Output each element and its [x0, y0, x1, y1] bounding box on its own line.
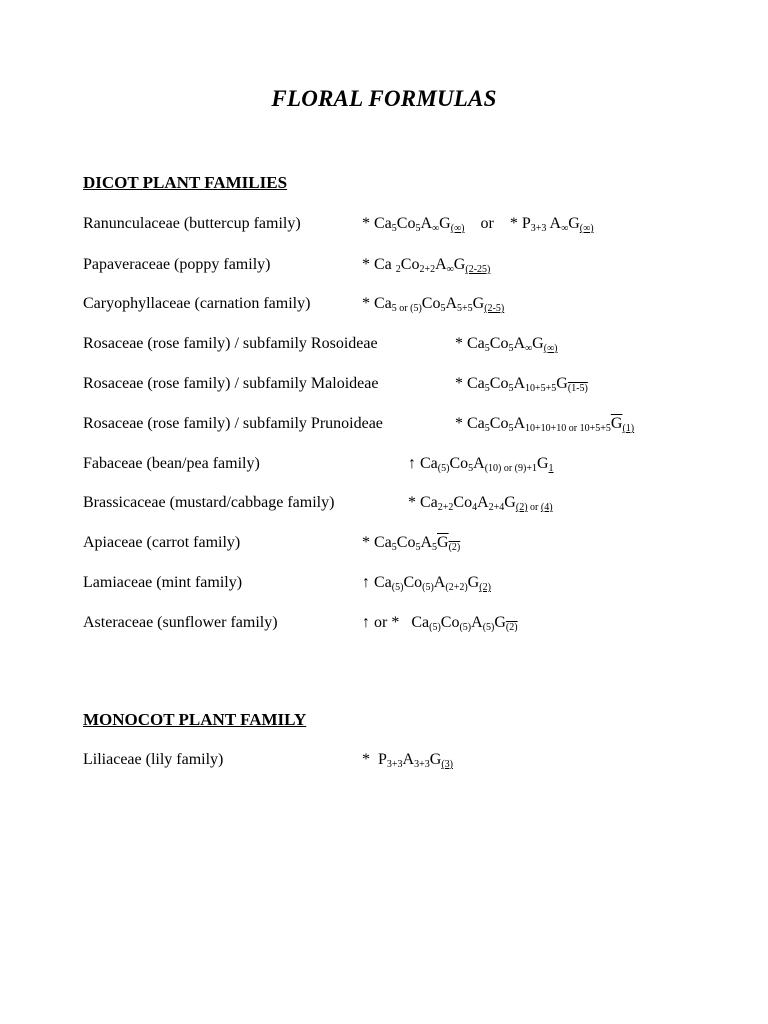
- family-row: [0, 332, 768, 356]
- family-row: [0, 412, 768, 436]
- floral-formula: * $P_{3+3}A_{3+3}G_{(3)}$: [362, 751, 453, 770]
- floral-formula: * $Ca_{5 or (5)}Co_5A_{5+5}G_{(2-5)}$: [362, 295, 505, 314]
- family-name: Papaveraceae (poppy family): [83, 256, 271, 273]
- floral-formula: * $Ca_{2+2}Co_4A_{2+4}G_{(2) or (4)}$: [408, 494, 553, 513]
- family-row: [0, 253, 768, 277]
- floral-formula: * $Ca_5Co_5A_5G_{(2)}$: [362, 534, 461, 553]
- family-row: [0, 292, 768, 316]
- family-name: Lamiaceae (mint family): [83, 574, 243, 591]
- floral-formula: * $Ca_5Co_5A_{10+10+10 or 10+5+5}\overline{G}_{(1)}$: [455, 415, 635, 434]
- family-row: [0, 611, 768, 635]
- family-row: [0, 748, 768, 772]
- family-row: [0, 372, 768, 396]
- monocot-heading: MONOCOT PLANT FAMILY: [83, 710, 307, 729]
- floral-formula: * Ca $_2Co_{2+2}A_\infty G_{(2-25)}$: [362, 256, 491, 275]
- family-name: Fabaceae (bean/pea family): [83, 455, 260, 472]
- family-name: Rosaceae (rose family) / subfamily Rosoideae: [83, 335, 378, 352]
- floral-formula: * $Ca_5Co_5A_{10+5+5}G_{(1-5)}$: [455, 375, 588, 394]
- family-row: [0, 212, 768, 236]
- family-name: Ranunculaceae (buttercup family): [83, 215, 301, 232]
- family-row: [0, 491, 768, 515]
- family-row: [0, 571, 768, 595]
- floral-formula: ↑ $Ca_{(5)}Co_{(5)}A_{(2+2)}G_{(2)}$: [362, 574, 491, 593]
- family-name: Rosaceae (rose family) / subfamily Prunoideae: [83, 415, 383, 432]
- family-name: Caryophyllaceae (carnation family): [83, 295, 311, 312]
- family-name: Liliaceae (lily family): [83, 751, 224, 768]
- floral-formula: ↑ or * $Ca_{(5)}Co_{(5)}A_{(5)}G_{(2)}$: [362, 614, 518, 633]
- floral-formula: * $Ca_5Co_5A_\infty G_{(\infty)}$ or * $P_{3+3}$ $A_\infty G_{(\infty)}$: [362, 215, 594, 234]
- family-name: Apiaceae (carrot family): [83, 534, 241, 551]
- floral-formula: * $Ca_5Co_5A_\infty G_{(\infty)}$: [455, 335, 558, 354]
- floral-formula: ↑ $Ca_{(5)}Co_5A_{(10) or (9)+1}G_1$: [408, 455, 554, 474]
- family-name: Asteraceae (sunflower family): [83, 614, 278, 631]
- dicot-heading: DICOT PLANT FAMILIES: [83, 173, 288, 192]
- family-name: Brassicaceae (mustard/cabbage family): [83, 494, 335, 511]
- family-name: Rosaceae (rose family) / subfamily Maloideae: [83, 375, 379, 392]
- family-row: [0, 452, 768, 476]
- page-title: FLORAL FORMULAS: [271, 86, 497, 111]
- family-row: [0, 531, 768, 555]
